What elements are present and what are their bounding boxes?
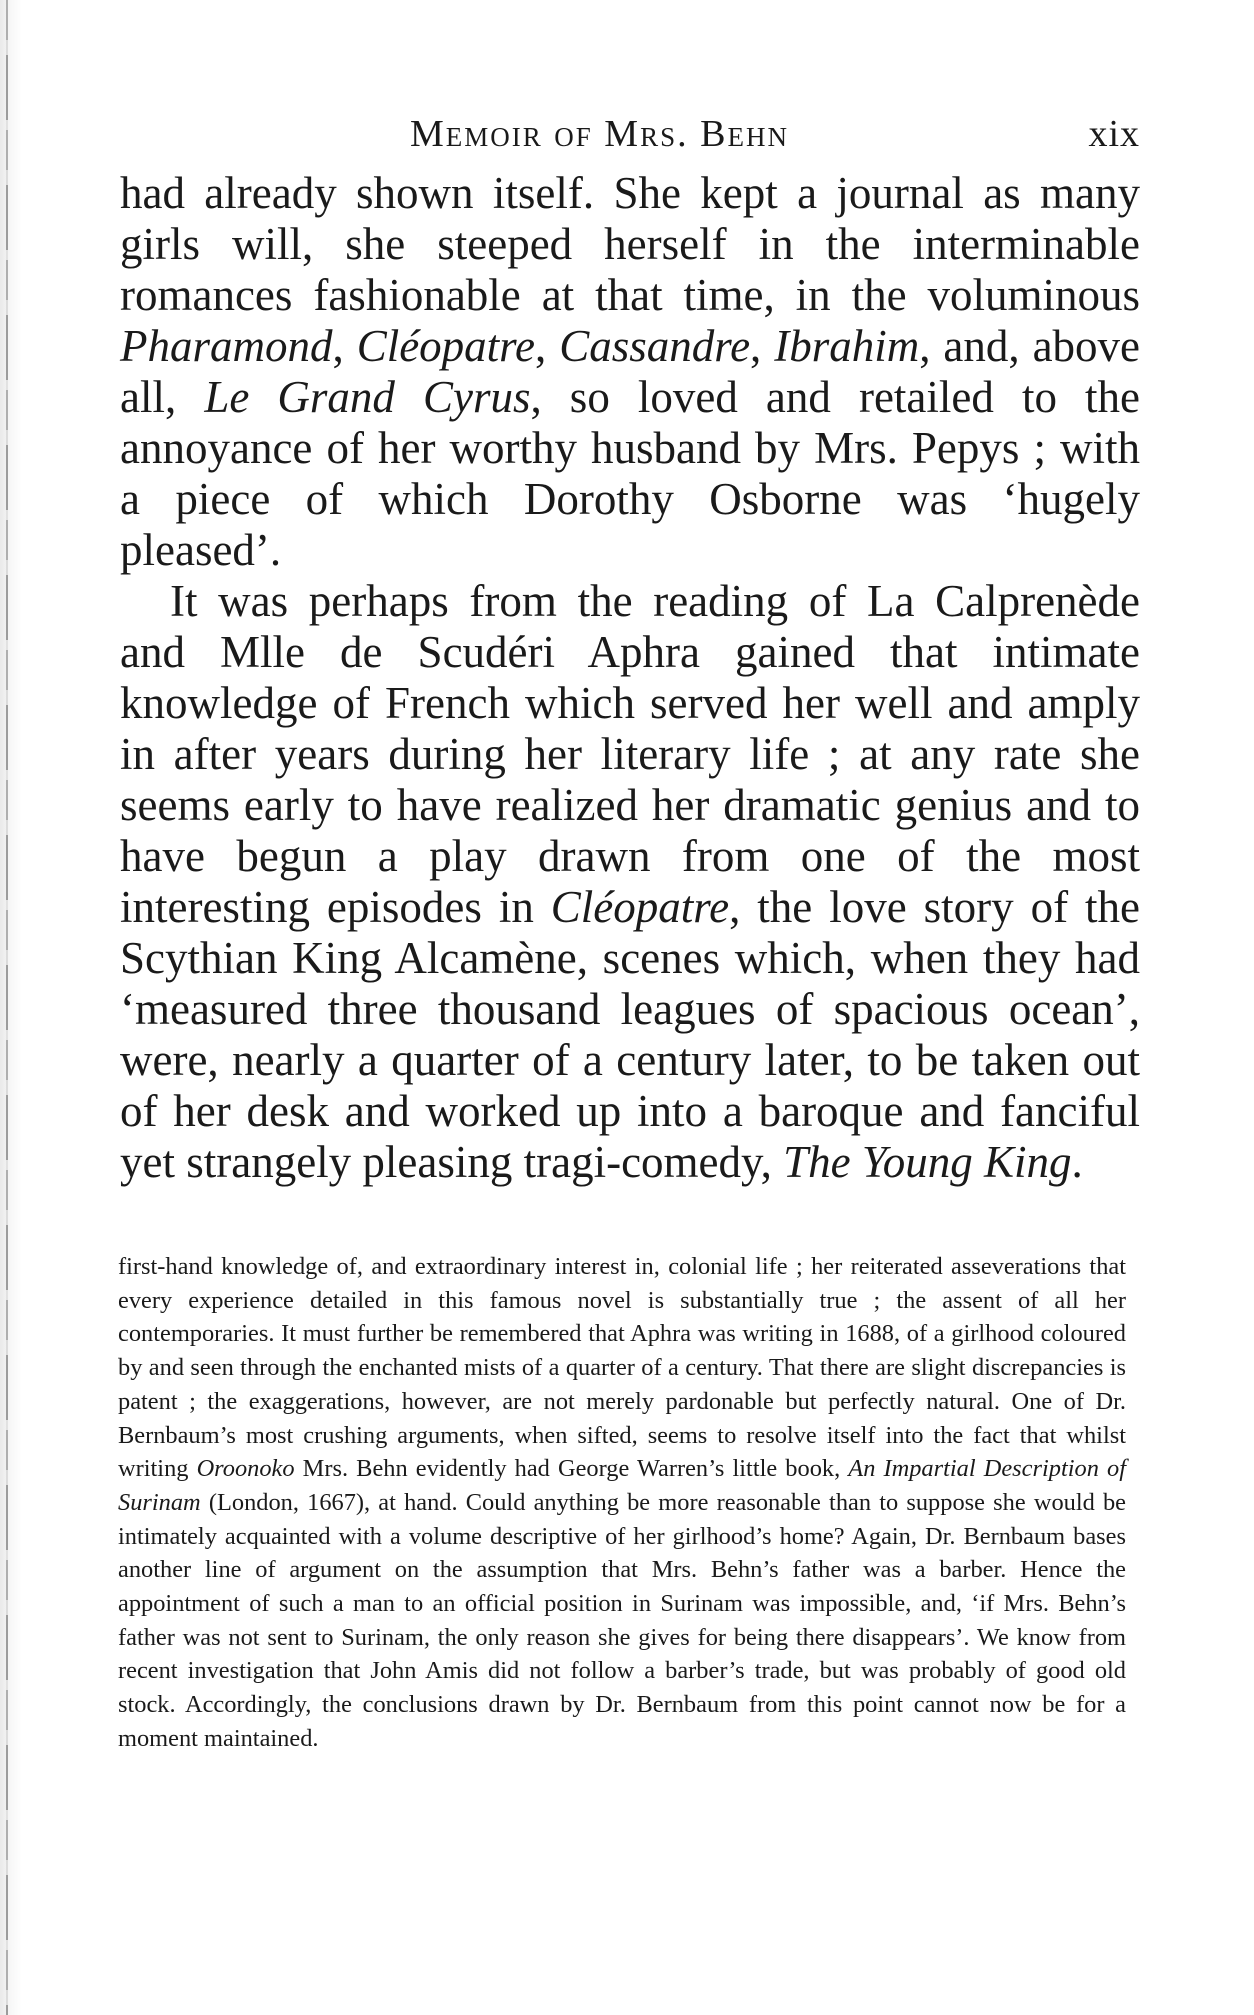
paragraph-continuation <box>120 168 1140 576</box>
text-run: (London, 1667), at hand. Could anything be more reasonable than to suppose she would be intimately acquainted with a volume descriptive of her girlhood’s home? Again, Dr. Bernbaum bases another line of argument on the assumption that Mrs. Behn’s father was a barber. Hence the appointment of such a man to an official position in Surinam was impossible, and, ‘if Mrs. Behn’s father was not sent to Surinam, the only reason she gives for being there disappears’. We know from recent investigation that John Amis did not follow a barber’s trade, but was probably of good old stock. Accordingly, the conclusions drawn by Dr. Bernbaum from this point cannot now be for a moment maintained. <box>118 1488 1126 1752</box>
book-title: An Impartial Description of Surinam <box>118 1455 1126 1516</box>
book-title: Oroonoko <box>196 1455 295 1483</box>
scan-binding-edge <box>6 0 8 2015</box>
footnote-paragraph <box>118 1250 1126 1756</box>
page-number: xix <box>1088 113 1140 155</box>
book-title: Ibrahim <box>774 321 920 371</box>
book-title: Le Grand Cyrus <box>204 372 531 422</box>
text-run: , and, above all, <box>120 321 1141 422</box>
book-title: Cléopatre <box>550 882 730 932</box>
text-run: . <box>1071 1137 1083 1187</box>
main-text <box>120 168 1140 1188</box>
book-title: The Young King <box>783 1137 1072 1187</box>
text-run: Mrs. Behn evidently had George Warren’s little book, <box>294 1455 849 1483</box>
scan-gutter <box>0 0 22 2015</box>
text-run: , <box>332 321 357 371</box>
text-run: , so loved and retailed to the annoyance of her worthy husband by Mrs. Pepys ; with a piece of which Dorothy Osborne was ‘hugely pleased’. <box>120 372 1141 575</box>
book-title: Cassandre <box>559 321 751 371</box>
footnote <box>118 1250 1126 1756</box>
text-run: It was perhaps from the reading of La Calprenède and Mlle de Scudéri Aphra gained that intimate knowledge of French which served her well and amply in after years during her literary life ; at any rate she seems early to have realized her dramatic genius and to have begun a play drawn from one of the most interesting episodes in <box>120 576 1140 932</box>
text-run: first-hand knowledge of, and extraordinary interest in, colonial life ; her reiterated asseverations that every experience detailed in this famous novel is substantially true ; the assent of all her contemporaries. It must further be remembered that Aphra was writing in 1688, of a girlhood coloured by and seen through the enchanted mists of a quarter of a century. That there are slight discrepancies is patent ; the exaggerations, however, are not merely pardonable but perfectly natural. One of Dr. Bernbaum’s most crushing arguments, when sifted, seems to resolve itself into the fact that whilst writing <box>118 1253 1126 1483</box>
text-run: , <box>535 321 560 371</box>
paragraph <box>120 576 1140 1188</box>
text-run: had already shown itself. She kept a journal as many girls will, she steeped herself in the interminable romances fashionable at that time, in the voluminous <box>120 168 1140 320</box>
book-title: Pharamond <box>120 321 333 371</box>
running-title: Memoir of Mrs. Behn <box>410 113 789 155</box>
text-run: , <box>750 321 775 371</box>
book-title: Cléopatre <box>356 321 535 371</box>
page-header <box>120 112 1140 162</box>
text-run: , the love story of the Scythian King Alcamène, scenes which, when they had ‘measured three thousand leagues of spacious ocean’, were, nearly a quarter of a century later, to be taken out of her desk and worked up into a baroque and fanciful yet strangely pleasing tragi-comedy, <box>120 882 1140 1187</box>
